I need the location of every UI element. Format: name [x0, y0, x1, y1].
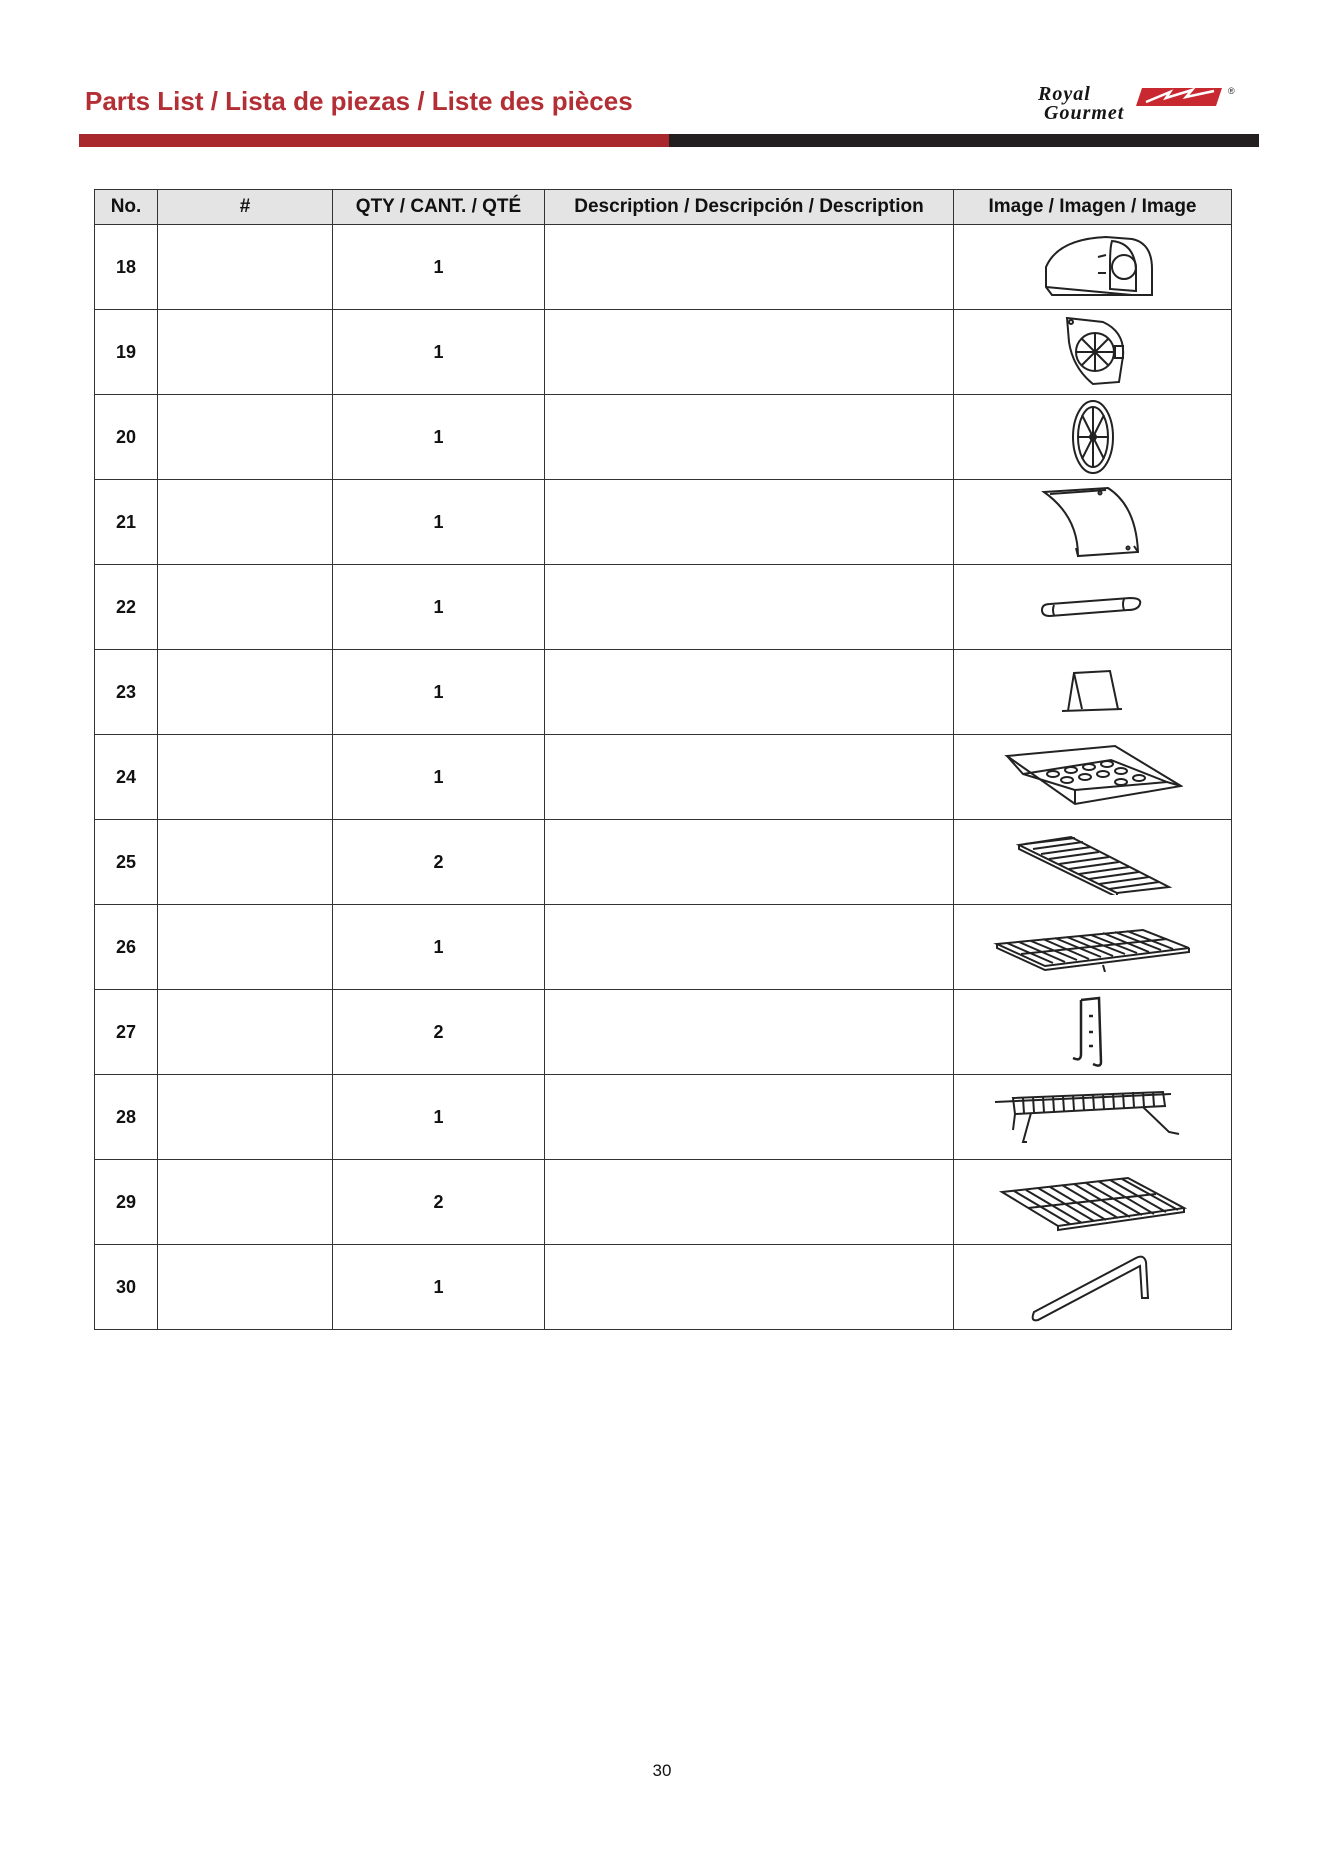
table-row: [95, 1160, 1232, 1245]
part-description: [545, 480, 954, 565]
table-row: [95, 820, 1232, 905]
table-row: [95, 480, 1232, 565]
handle-icon: [1038, 592, 1148, 622]
table-row: [95, 1075, 1232, 1160]
part-qty: 1: [333, 310, 545, 395]
table-row: [95, 650, 1232, 735]
part-no: 24: [95, 735, 158, 820]
part-qty: 2: [333, 1160, 545, 1245]
part-description: [545, 650, 954, 735]
part-number: [158, 565, 333, 650]
page-title: Parts List / Lista de piezas / Liste des pièces: [85, 86, 633, 116]
part-description: [545, 1075, 954, 1160]
part-no: 27: [95, 990, 158, 1075]
part-qty: 2: [333, 820, 545, 905]
brand-name-line2: Gourmet: [1044, 102, 1125, 124]
brand-name-line1: Royal: [1038, 83, 1091, 105]
part-description: [545, 1160, 954, 1245]
part-number: [158, 820, 333, 905]
table-row: [95, 565, 1232, 650]
table-row: [95, 735, 1232, 820]
part-qty: 1: [333, 1075, 545, 1160]
part-number: [158, 735, 333, 820]
part-no: 18: [95, 225, 158, 310]
lid-lifter-tool-icon: [1028, 1250, 1158, 1324]
part-qty: 1: [333, 565, 545, 650]
table-row: [95, 310, 1232, 395]
part-qty: 1: [333, 225, 545, 310]
part-number: [158, 225, 333, 310]
part-qty: 1: [333, 905, 545, 990]
part-description: [545, 905, 954, 990]
table-row: [95, 225, 1232, 310]
part-no: 30: [95, 1245, 158, 1330]
part-number: [158, 310, 333, 395]
part-description: [545, 310, 954, 395]
grill-grate-icon: [998, 1172, 1188, 1232]
column-header-quantity: QTY / CANT. / QTÉ: [333, 190, 545, 225]
column-header-image: Image / Imagen / Image: [954, 190, 1232, 225]
part-number: [158, 905, 333, 990]
part-description: [545, 395, 954, 480]
firebox-lid-icon: [1038, 482, 1148, 562]
part-description: [545, 735, 954, 820]
part-no: 19: [95, 310, 158, 395]
column-header-part-number: #: [158, 190, 333, 225]
warming-rack-icon: [993, 922, 1193, 972]
column-header-description: Description / Descripción / Description: [545, 190, 954, 225]
part-description: [545, 565, 954, 650]
header-bar-red: [79, 134, 669, 147]
table-row: [95, 905, 1232, 990]
parts-table: [94, 189, 1232, 1330]
table-row: [95, 990, 1232, 1075]
part-number: [158, 1160, 333, 1245]
page-number: 30: [652, 1761, 672, 1780]
table-row: [95, 395, 1232, 480]
part-number: [158, 650, 333, 735]
part-qty: 1: [333, 735, 545, 820]
firebox-housing-icon: [1028, 229, 1158, 305]
part-no: 23: [95, 650, 158, 735]
table-header-row: [95, 190, 1232, 225]
part-qty: 1: [333, 395, 545, 480]
header-bar-dark: [669, 134, 1259, 147]
part-qty: 1: [333, 1245, 545, 1330]
part-no: 29: [95, 1160, 158, 1245]
column-header-no: No.: [95, 190, 158, 225]
flame-flag-icon: [1136, 86, 1224, 108]
part-no: 20: [95, 395, 158, 480]
part-number: [158, 990, 333, 1075]
part-number: [158, 395, 333, 480]
side-door-vent-icon: [1053, 312, 1133, 392]
registered-mark: ®: [1228, 86, 1235, 96]
part-description: [545, 990, 954, 1075]
part-no: 22: [95, 565, 158, 650]
part-qty: 2: [333, 990, 545, 1075]
cooking-grate-icon: [1013, 829, 1173, 895]
charcoal-grate-icon: [993, 1082, 1193, 1152]
part-description: [545, 1245, 954, 1330]
table-row: [95, 1245, 1232, 1330]
charcoal-pan-icon: [1003, 742, 1183, 812]
part-no: 26: [95, 905, 158, 990]
part-qty: 1: [333, 480, 545, 565]
part-number: [158, 480, 333, 565]
part-no: 25: [95, 820, 158, 905]
part-number: [158, 1245, 333, 1330]
bracket-icon: [1058, 667, 1128, 717]
part-qty: 1: [333, 650, 545, 735]
round-damper-icon: [1063, 397, 1123, 477]
part-no: 21: [95, 480, 158, 565]
part-no: 28: [95, 1075, 158, 1160]
header-divider-bar: [79, 134, 1259, 147]
part-number: [158, 1075, 333, 1160]
part-description: [545, 225, 954, 310]
brand-logo: [1032, 82, 1252, 126]
hanger-hook-icon: [1063, 992, 1123, 1072]
part-description: [545, 820, 954, 905]
